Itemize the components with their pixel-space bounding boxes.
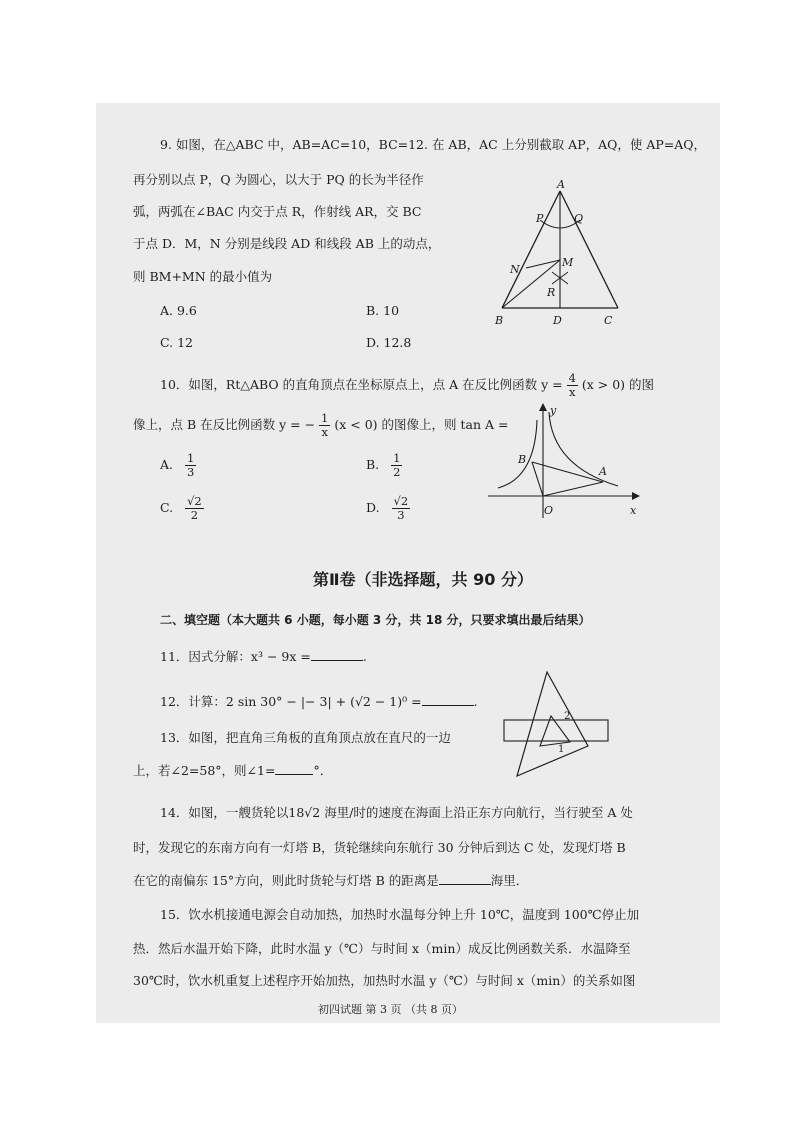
q10-option-c-num: √2 [187,494,202,508]
q10-option-b-value [391,452,402,479]
q10-label-x: x [630,504,637,517]
q10-fraction-1-over-x [319,412,330,439]
q11-text: 11．因式分解：x³ − 9x = [160,649,311,664]
q10-option-d [366,495,410,522]
q9-label-r: R [547,286,556,299]
q10-option-c-den: 2 [190,508,199,522]
q13-line2 [133,763,332,779]
q9-label-m: M [562,256,574,269]
q10-frac2-denominator: x [321,425,328,439]
q9-label-b: B [495,314,504,327]
q15-line2: 热．然后水温开始下降，此时水温 y（℃）与时间 x（min）成反比例函数关系．水温降至 [133,941,631,956]
q9-line1: 9. 如图，在△ABC 中，AB=AC=10，BC=12. 在 AB，AC 上分别截取 AP，AQ，使 AP=AQ， [160,137,707,152]
q14-line3 [133,873,528,889]
q9-label-c: C [604,314,613,327]
q9-triangle-figure [488,178,628,330]
q10-option-d-label: D. [366,500,380,515]
section-title: 第Ⅱ卷（非选择题，共 90 分） [313,570,533,589]
q9-label-a: A [557,178,565,191]
q13-angle-2-label: 2 [564,711,571,722]
q10-frac1-denominator: x [568,385,576,399]
q10-coordinate-figure [486,400,646,520]
q10-option-b-num: 1 [393,451,401,465]
q9-label-q: Q [574,212,584,225]
q10-option-b [366,452,402,479]
q10-option-b-label: B. [366,457,380,472]
q12-line [160,694,478,710]
q10-label-b: B [518,453,527,466]
q11-line [160,649,367,665]
q9-label-p: P [536,212,544,225]
q12-tail: . [473,694,478,709]
q10-option-d-value [392,495,411,522]
q9-line5: 则 BM+MN 的最小值为 [133,269,273,284]
q13-line1: 13．如图，把直角三角板的直角顶点放在直尺的一边 [160,730,451,745]
q9-line2: 再分别以点 P，Q 为圆心，以大于 PQ 的长为半径作 [133,172,424,187]
q10-line2-text: 像上，点 B 在反比例函数 y = − [133,417,316,432]
q10-option-c-label: C. [160,500,174,515]
q9-line3: 弧，两弧在∠BAC 内交于点 R，作射线 AR，交 BC [133,204,422,219]
q11-tail: . [362,649,367,664]
q13-ruler-triangle-figure [500,668,615,782]
q10-label-y: y [550,404,557,417]
q10-line2-tail: (x < 0) 的图像上，则 tan A = [334,417,509,432]
q10-line1-text: 10．如图，Rt△ABO 的直角顶点在坐标原点上，点 A 在反比例函数 y = [160,377,563,392]
q10-option-d-num: √2 [393,494,409,508]
q14-tail: 海里． [490,873,529,888]
q14-text: 在它的南偏东 15°方向，则此时货轮与灯塔 B 的距离是 [133,873,439,888]
q9-option-c: C. 12 [160,335,193,350]
q15-line1: 15．饮水机接通电源会自动加热，加热时水温每分钟上升 10℃，温度到 100℃停止加 [160,907,640,922]
q9-label-n: N [510,263,520,276]
q14-line2: 时，发现它的东南方向有一灯塔 B，货轮继续向东航行 30 分钟后到达 C 处，发现灯塔 B [133,840,626,855]
q10-option-a [160,452,196,479]
q14-line1: 14．如图，一艘货轮以18√2 海里/时的速度在海面上沿正东方向航行，当行驶至 A 处 [160,805,633,820]
q13-tail: °． [313,763,333,778]
q14-answer-blank[interactable] [439,884,491,885]
q10-fraction-4-over-x [567,372,578,399]
q13-answer-blank[interactable] [275,774,313,775]
q10-option-c [160,495,204,522]
q10-line1-tail: (x > 0) 的图 [581,377,655,392]
q13-angle-1-label: 1 [558,744,565,755]
q12-text: 12．计算：2 sin 30° − |− 3| + (√2 − 1)⁰ = [160,694,422,709]
q10-option-b-den: 2 [393,465,401,479]
q10-option-a-value [185,452,196,479]
q12-answer-blank[interactable] [422,705,474,706]
q9-option-a: A. 9.6 [160,303,197,318]
q11-answer-blank[interactable] [311,660,363,661]
page-footer: 初四试题 第 3 页 （共 8 页） [318,1003,463,1016]
q10-line2 [133,412,508,439]
q13-text: 上，若∠2=58°，则∠1= [133,763,276,778]
q10-option-d-den: 3 [397,508,405,522]
q10-frac2-numerator: 1 [321,411,329,425]
q10-option-a-label: A. [160,457,174,472]
q10-option-a-den: 3 [187,465,195,479]
q10-label-o: O [544,504,554,517]
q15-line3: 30℃时，饮水机重复上述程序开始加热，加热时水温 y（℃）与时间 x（min）的关系如图 [133,973,636,988]
part2-heading: 二、填空题（本大题共 6 小题，每小题 3 分，共 18 分，只要求填出最后结果） [160,613,591,627]
q9-option-b: B. 10 [366,303,400,318]
q9-label-d: D [553,314,562,327]
q10-option-a-num: 1 [187,451,195,465]
q10-frac1-numerator: 4 [568,371,576,385]
q9-option-d: D. 12.8 [366,335,412,350]
q10-option-c-value [185,495,204,522]
q10-label-a: A [599,465,607,478]
q9-line4: 于点 D．M，N 分别是线段 AD 和线段 AB 上的动点， [133,236,441,251]
q10-line1 [160,372,654,399]
